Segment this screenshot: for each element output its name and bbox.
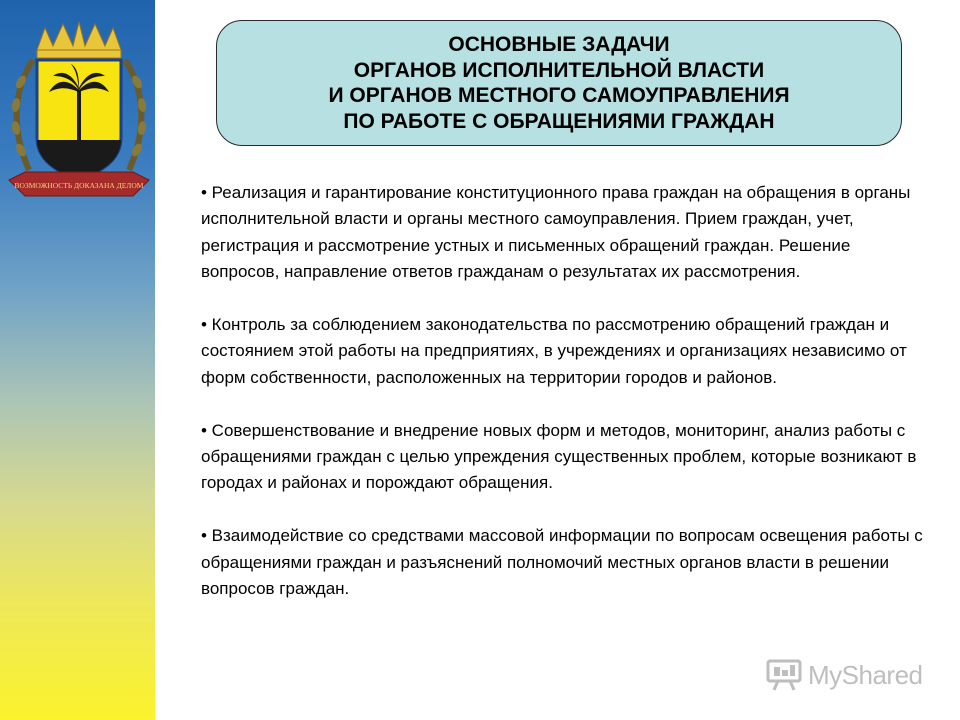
coat-of-arms-icon [5, 20, 153, 200]
title-line-4: ПО РАБОТЕ С ОБРАЩЕНИЯМИ ГРАЖДАН [343, 109, 775, 133]
watermark-logo [766, 655, 923, 695]
title-line-3: И ОРГАНОВ МЕСТНОГО САМОУПРАВЛЕНИЯ [328, 84, 790, 107]
title-line-1: ОСНОВНЫЕ ЗАДАЧИ [448, 33, 670, 56]
bullet-item-media: • Взаимодействие со средствами массовой информации по вопросам освещения работы с обращениями граждан и разъяснений полномочий местных органов власти в решении вопросов граждан. [201, 526, 923, 599]
bullet-item-control: • Контроль за соблюдением законодательства по рассмотрению обращений граждан и состоянием этой работы на предприятиях, в учреждениях и организациях независимо от форм собственности, расположенных на территории городов и районов. [201, 315, 907, 387]
bullet-item-improvement: • Совершенствование и внедрение новых форм и методов, мониторинг, анализ работы с обращениями граждан с целью упреждения существенных проблем, которые возникают в городах и районах и порождают обращения. [201, 420, 917, 493]
bullet-list [201, 180, 931, 602]
bullet-item-rights: • Реализация и гарантирование конституционного права граждан на обращения в органы исполнительной власти и органы местного самоуправления. Прием граждан, учет, регистрация и рассмотрение устных и письменных обращений граждан. Решение вопросов, направление ответов гражданам о результатах их рассмотрения. [201, 183, 911, 282]
watermark-text: MyShared [808, 659, 923, 690]
title-line-2: ОРГАНОВ ИСПОЛНИТЕЛЬНОЙ ВЛАСТИ [353, 58, 765, 82]
presentation-board-icon [766, 658, 802, 692]
title-box [216, 20, 902, 146]
svg-text:ВОЗМОЖНОСТЬ ДОКАЗАНА ДЕЛОМ: ВОЗМОЖНОСТЬ ДОКАЗАНА ДЕЛОМ [14, 181, 144, 190]
